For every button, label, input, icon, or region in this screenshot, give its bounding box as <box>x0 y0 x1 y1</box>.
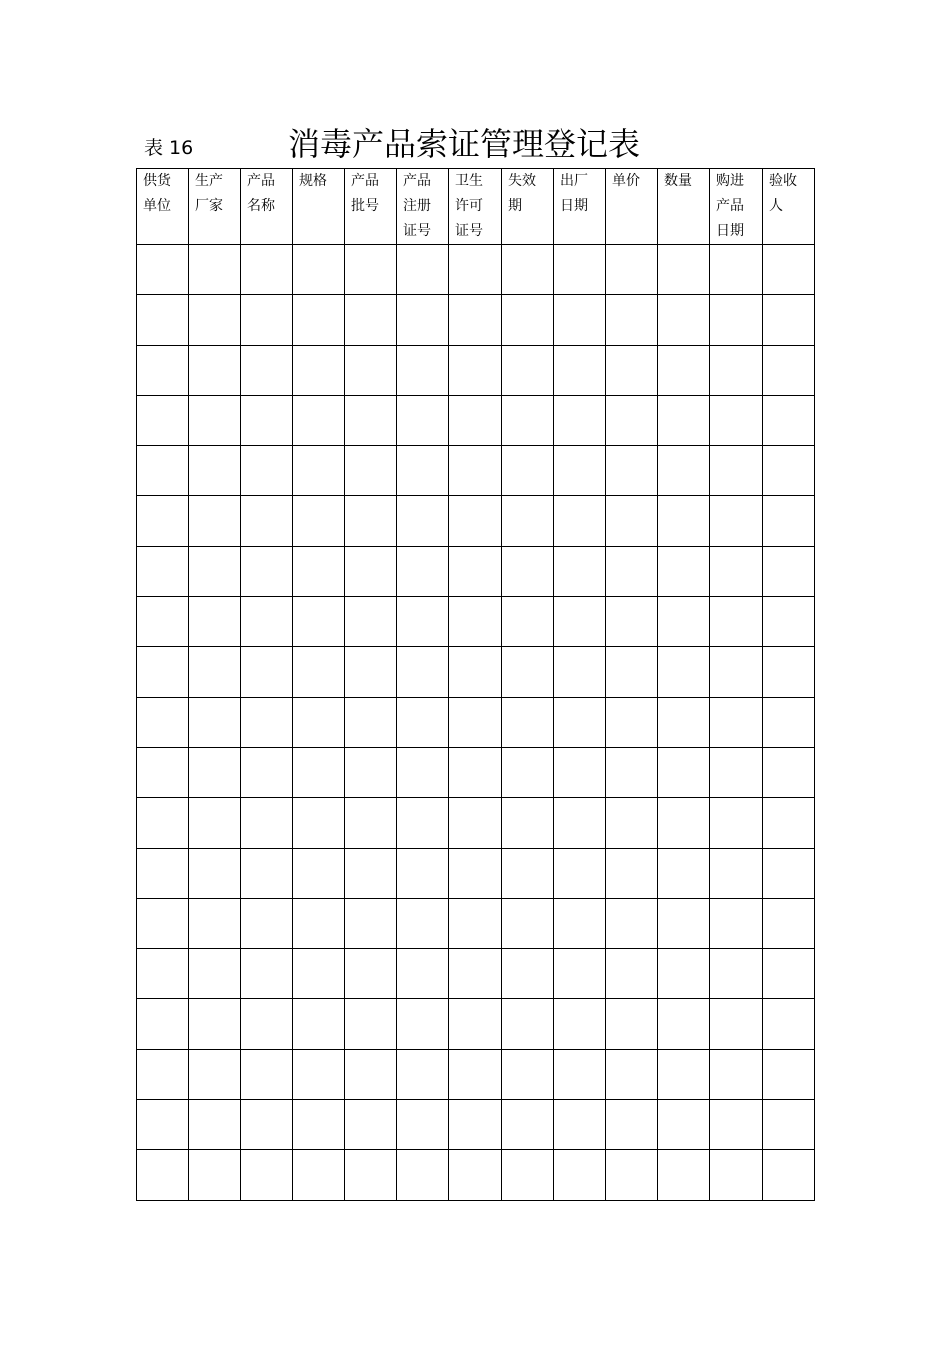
table-cell <box>345 798 397 848</box>
table-cell <box>502 446 554 496</box>
table-cell <box>189 999 241 1049</box>
table-row <box>137 647 815 697</box>
table-cell <box>710 697 763 747</box>
table-row <box>137 295 815 345</box>
table-cell <box>554 898 606 948</box>
table-cell <box>293 345 345 395</box>
table-cell <box>606 647 658 697</box>
table-cell <box>241 1150 293 1200</box>
table-cell <box>449 898 502 948</box>
table-cell <box>449 747 502 797</box>
table-cell <box>345 747 397 797</box>
table-cell <box>345 647 397 697</box>
table-cell <box>137 345 189 395</box>
column-header-label: 产品批号 <box>351 173 379 214</box>
table-row <box>137 848 815 898</box>
table-cell <box>449 395 502 445</box>
table-cell <box>241 345 293 395</box>
table-cell <box>449 295 502 345</box>
table-cell <box>397 848 449 898</box>
table-cell <box>710 1100 763 1150</box>
table-cell <box>502 1100 554 1150</box>
table-cell <box>502 1150 554 1200</box>
column-header-label: 验收人 <box>769 173 797 214</box>
table-cell <box>397 1150 449 1200</box>
table-cell <box>763 999 815 1049</box>
table-cell <box>241 446 293 496</box>
table-cell <box>763 345 815 395</box>
table-cell <box>763 647 815 697</box>
register-table <box>136 168 815 1201</box>
table-cell <box>293 898 345 948</box>
table-cell <box>189 395 241 445</box>
table-cell <box>606 747 658 797</box>
table-cell <box>189 1100 241 1150</box>
table-row <box>137 898 815 948</box>
table-cell <box>606 395 658 445</box>
table-row <box>137 395 815 445</box>
column-header-label: 供货单位 <box>143 173 171 214</box>
table-cell <box>241 798 293 848</box>
column-header <box>554 169 606 245</box>
table-cell <box>710 999 763 1049</box>
table-cell <box>658 798 710 848</box>
table-cell <box>345 546 397 596</box>
table-cell <box>189 1049 241 1099</box>
table-cell <box>189 697 241 747</box>
table-cell <box>241 245 293 295</box>
table-cell <box>606 597 658 647</box>
table-cell <box>763 697 815 747</box>
table-cell <box>502 395 554 445</box>
table-cell <box>763 597 815 647</box>
column-header <box>241 169 293 245</box>
table-cell <box>710 295 763 345</box>
table-cell <box>397 496 449 546</box>
table-cell <box>763 245 815 295</box>
table-cell <box>502 647 554 697</box>
table-cell <box>293 949 345 999</box>
column-header-label: 产品注册证号 <box>403 173 431 239</box>
table-row <box>137 1100 815 1150</box>
table-cell <box>345 999 397 1049</box>
table-cell <box>241 496 293 546</box>
table-cell <box>554 647 606 697</box>
table-cell <box>293 546 345 596</box>
table-cell <box>710 1049 763 1099</box>
table-cell <box>554 697 606 747</box>
table-cell <box>397 949 449 999</box>
table-cell <box>397 245 449 295</box>
table-cell <box>449 345 502 395</box>
table-cell <box>449 647 502 697</box>
table-cell <box>449 597 502 647</box>
table-cell <box>502 546 554 596</box>
table-row <box>137 345 815 395</box>
table-row <box>137 697 815 747</box>
table-cell <box>658 1150 710 1200</box>
table-cell <box>137 999 189 1049</box>
table-cell <box>606 1150 658 1200</box>
table-cell <box>293 597 345 647</box>
table-cell <box>241 697 293 747</box>
table-row <box>137 747 815 797</box>
table-cell <box>345 345 397 395</box>
table-cell <box>345 949 397 999</box>
table-cell <box>241 949 293 999</box>
table-cell <box>293 1150 345 1200</box>
table-cell <box>502 798 554 848</box>
table-cell <box>606 1100 658 1150</box>
table-cell <box>345 1150 397 1200</box>
table-cell <box>502 496 554 546</box>
table-cell <box>710 1150 763 1200</box>
table-cell <box>554 1049 606 1099</box>
table-cell <box>606 898 658 948</box>
table-row <box>137 1049 815 1099</box>
column-header <box>658 169 710 245</box>
table-cell <box>345 1100 397 1150</box>
table-cell <box>449 446 502 496</box>
table-cell <box>241 546 293 596</box>
table-cell <box>658 999 710 1049</box>
table-cell <box>606 245 658 295</box>
table-cell <box>137 395 189 445</box>
table-cell <box>241 898 293 948</box>
table-cell <box>345 446 397 496</box>
table-cell <box>137 1150 189 1200</box>
column-header-label: 失效期 <box>508 173 536 214</box>
column-header <box>189 169 241 245</box>
table-cell <box>658 1049 710 1099</box>
table-cell <box>397 697 449 747</box>
table-cell <box>763 798 815 848</box>
table-cell <box>345 496 397 546</box>
table-cell <box>763 395 815 445</box>
table-row <box>137 999 815 1049</box>
table-cell <box>658 395 710 445</box>
table-cell <box>397 546 449 596</box>
table-cell <box>710 345 763 395</box>
table-row <box>137 546 815 596</box>
table-cell <box>554 949 606 999</box>
column-header-label: 出厂日期 <box>560 173 588 214</box>
table-cell <box>658 295 710 345</box>
table-cell <box>502 345 554 395</box>
table-cell <box>397 446 449 496</box>
column-header-label: 生产厂家 <box>195 173 223 214</box>
table-cell <box>397 1100 449 1150</box>
table-cell <box>502 747 554 797</box>
table-cell <box>763 747 815 797</box>
column-header <box>502 169 554 245</box>
table-header-row <box>137 169 815 245</box>
table-cell <box>137 446 189 496</box>
table-cell <box>606 546 658 596</box>
table-cell <box>189 747 241 797</box>
table-cell <box>241 1049 293 1099</box>
table-cell <box>189 1150 241 1200</box>
table-cell <box>241 1100 293 1150</box>
column-header <box>710 169 763 245</box>
table-cell <box>710 798 763 848</box>
table-cell <box>137 295 189 345</box>
table-cell <box>658 647 710 697</box>
table-cell <box>189 295 241 345</box>
table-cell <box>502 949 554 999</box>
column-header-label: 购进产品日期 <box>716 173 744 239</box>
table-cell <box>606 1049 658 1099</box>
table-cell <box>710 647 763 697</box>
table-cell <box>397 647 449 697</box>
table-row <box>137 597 815 647</box>
table-cell <box>606 999 658 1049</box>
table-cell <box>345 848 397 898</box>
table-cell <box>554 597 606 647</box>
table-cell <box>710 949 763 999</box>
table-cell <box>293 295 345 345</box>
table-cell <box>763 295 815 345</box>
table-cell <box>554 848 606 898</box>
table-cell <box>293 395 345 445</box>
table-cell <box>397 747 449 797</box>
table-cell <box>241 999 293 1049</box>
table-cell <box>710 446 763 496</box>
table-cell <box>189 798 241 848</box>
table-cell <box>241 295 293 345</box>
table-cell <box>502 898 554 948</box>
table-cell <box>658 848 710 898</box>
table-cell <box>763 848 815 898</box>
table-cell <box>293 647 345 697</box>
column-header <box>345 169 397 245</box>
table-cell <box>241 848 293 898</box>
column-header <box>293 169 345 245</box>
table-cell <box>554 345 606 395</box>
table-row <box>137 949 815 999</box>
table-cell <box>449 999 502 1049</box>
table-cell <box>397 395 449 445</box>
table-cell <box>658 1100 710 1150</box>
table-cell <box>345 898 397 948</box>
column-header-label: 数量 <box>664 173 692 189</box>
table-row <box>137 245 815 295</box>
table-cell <box>710 747 763 797</box>
table-cell <box>189 898 241 948</box>
table-cell <box>763 1049 815 1099</box>
column-header <box>137 169 189 245</box>
table-cell <box>502 1049 554 1099</box>
table-row <box>137 1150 815 1200</box>
table-cell <box>554 747 606 797</box>
column-header-label: 单价 <box>612 173 640 189</box>
table-body <box>137 245 815 1201</box>
table-cell <box>763 949 815 999</box>
table-cell <box>293 798 345 848</box>
table-cell <box>502 999 554 1049</box>
table-cell <box>606 949 658 999</box>
table-cell <box>449 1049 502 1099</box>
table-cell <box>293 747 345 797</box>
table-cell <box>137 898 189 948</box>
column-header <box>763 169 815 245</box>
table-cell <box>189 496 241 546</box>
table-cell <box>137 647 189 697</box>
table-cell <box>606 345 658 395</box>
table-cell <box>606 848 658 898</box>
table-cell <box>502 597 554 647</box>
table-cell <box>345 1049 397 1099</box>
table-cell <box>397 999 449 1049</box>
table-cell <box>189 345 241 395</box>
table-cell <box>345 597 397 647</box>
table-cell <box>606 496 658 546</box>
table-cell <box>345 245 397 295</box>
column-header-label: 产品名称 <box>247 173 275 214</box>
column-header <box>397 169 449 245</box>
table-cell <box>137 747 189 797</box>
table-cell <box>658 496 710 546</box>
table-row <box>137 446 815 496</box>
table-cell <box>658 747 710 797</box>
table-cell <box>449 798 502 848</box>
table-cell <box>606 798 658 848</box>
table-cell <box>658 446 710 496</box>
table-cell <box>606 446 658 496</box>
table-cell <box>345 697 397 747</box>
table-cell <box>345 395 397 445</box>
table-cell <box>293 999 345 1049</box>
table-cell <box>554 446 606 496</box>
table-cell <box>763 496 815 546</box>
table-cell <box>293 1100 345 1150</box>
table-cell <box>137 697 189 747</box>
table-cell <box>397 798 449 848</box>
table-cell <box>293 1049 345 1099</box>
table-cell <box>397 597 449 647</box>
table-cell <box>137 597 189 647</box>
table-cell <box>397 345 449 395</box>
column-header <box>449 169 502 245</box>
table-cell <box>658 345 710 395</box>
table-cell <box>241 647 293 697</box>
table-cell <box>658 245 710 295</box>
table-cell <box>502 295 554 345</box>
table-cell <box>710 245 763 295</box>
table-cell <box>449 697 502 747</box>
table-cell <box>137 496 189 546</box>
table-cell <box>397 295 449 345</box>
table-cell <box>710 496 763 546</box>
table-cell <box>606 295 658 345</box>
table-cell <box>137 949 189 999</box>
table-cell <box>554 1150 606 1200</box>
table-cell <box>554 496 606 546</box>
table-cell <box>345 295 397 345</box>
table-cell <box>554 295 606 345</box>
table-cell <box>293 697 345 747</box>
table-cell <box>502 848 554 898</box>
table-cell <box>189 848 241 898</box>
table-cell <box>137 798 189 848</box>
table-cell <box>710 898 763 948</box>
column-header <box>606 169 658 245</box>
table-cell <box>189 546 241 596</box>
table-cell <box>658 546 710 596</box>
table-cell <box>606 697 658 747</box>
table-cell <box>189 446 241 496</box>
table-cell <box>710 848 763 898</box>
table-cell <box>449 848 502 898</box>
table-row <box>137 496 815 546</box>
table-cell <box>763 1150 815 1200</box>
table-cell <box>189 597 241 647</box>
table-row <box>137 798 815 848</box>
table-cell <box>554 546 606 596</box>
table-cell <box>710 546 763 596</box>
table-cell <box>137 848 189 898</box>
table-cell <box>449 1150 502 1200</box>
table-cell <box>397 1049 449 1099</box>
table-cell <box>658 898 710 948</box>
table-cell <box>710 597 763 647</box>
column-header-label: 卫生许可证号 <box>455 173 483 239</box>
column-header-label: 规格 <box>299 173 327 189</box>
table-cell <box>293 245 345 295</box>
table-cell <box>449 949 502 999</box>
table-number-label: 表 16 <box>144 137 194 159</box>
table-cell <box>763 1100 815 1150</box>
table-cell <box>293 446 345 496</box>
table-cell <box>241 747 293 797</box>
table-cell <box>502 697 554 747</box>
table-cell <box>397 898 449 948</box>
table-cell <box>554 999 606 1049</box>
table-cell <box>449 1100 502 1150</box>
table-cell <box>710 395 763 445</box>
table-cell <box>137 1100 189 1150</box>
page-title: 消毒产品索证管理登记表 <box>288 125 641 163</box>
table-cell <box>189 949 241 999</box>
table-cell <box>554 395 606 445</box>
table-cell <box>502 245 554 295</box>
table-cell <box>554 1100 606 1150</box>
table-cell <box>763 546 815 596</box>
table-cell <box>137 546 189 596</box>
table-cell <box>293 848 345 898</box>
table-cell <box>658 697 710 747</box>
table-cell <box>241 395 293 445</box>
table-cell <box>189 647 241 697</box>
table-cell <box>658 597 710 647</box>
table-cell <box>293 496 345 546</box>
table-cell <box>658 949 710 999</box>
table-cell <box>137 1049 189 1099</box>
table-cell <box>449 546 502 596</box>
table-cell <box>189 245 241 295</box>
table-cell <box>241 597 293 647</box>
table-cell <box>763 898 815 948</box>
table-cell <box>449 245 502 295</box>
table-cell <box>554 245 606 295</box>
table-cell <box>763 446 815 496</box>
table-cell <box>554 798 606 848</box>
table-cell <box>449 496 502 546</box>
table-cell <box>137 245 189 295</box>
